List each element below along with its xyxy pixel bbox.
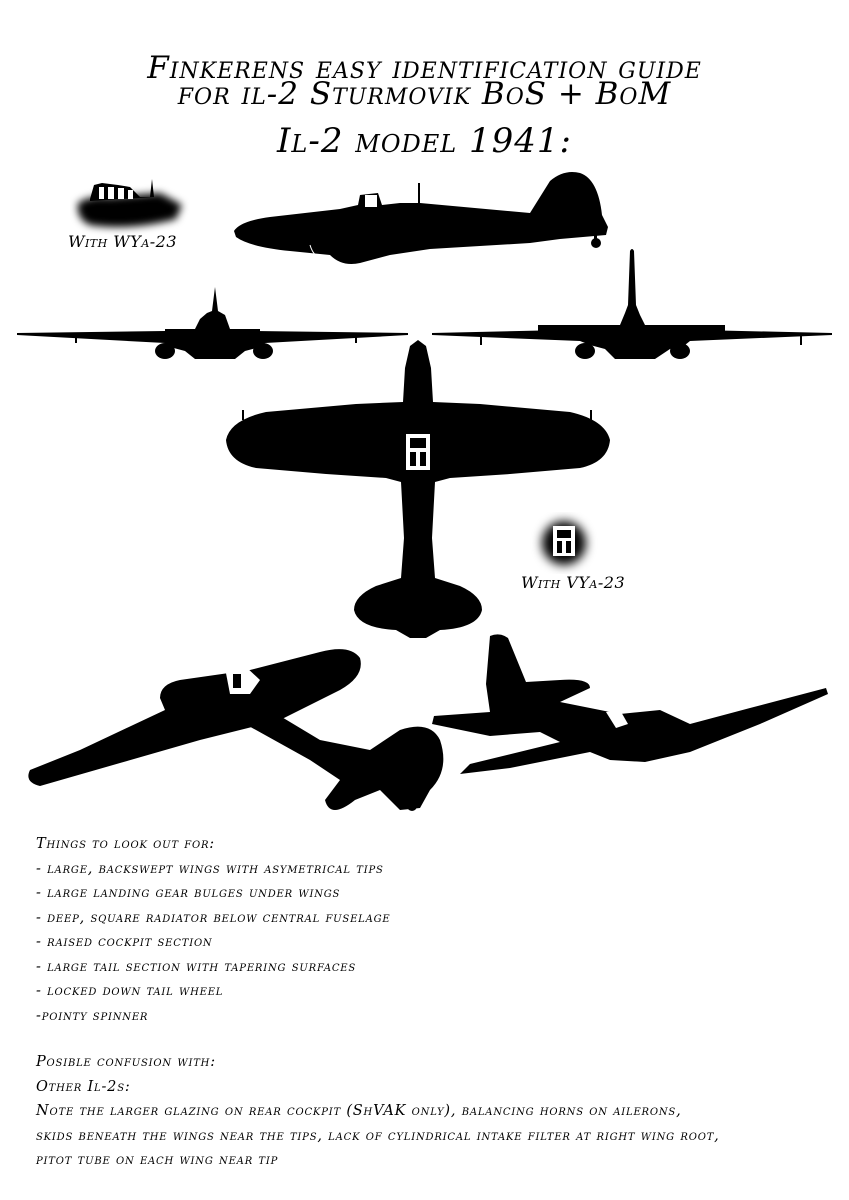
guide-title-line1: Finkerens easy identification guide bbox=[147, 50, 702, 86]
lookout-item: - large, backswept wings with asymetrical tips bbox=[36, 860, 384, 877]
confusion-subheading: Other Il-2s: bbox=[36, 1078, 131, 1095]
lookout-item: - locked down tail wheel bbox=[36, 983, 224, 999]
caption-vya-23: With VYa-23 bbox=[521, 573, 626, 592]
lookout-heading: Things to look out for: bbox=[36, 836, 215, 852]
guide-title-line2: for il-2 Sturmovik BoS + BoM bbox=[177, 76, 672, 112]
confusion-line: pitot tube on each wing near tip bbox=[36, 1152, 279, 1168]
lookout-item: - large landing gear bulges under wings bbox=[36, 885, 341, 901]
lookout-item: - deep, square radiator below central fuselage bbox=[36, 909, 391, 926]
confusion-line: Note the larger glazing on rear cockpit (ShVAK only), balancing horns on ailerons, bbox=[36, 1103, 682, 1119]
caption-wya-23: With WYa-23 bbox=[68, 232, 178, 251]
lookout-item: - raised cockpit section bbox=[36, 934, 213, 950]
wya-23-cockpit-silhouette bbox=[70, 175, 190, 237]
perspective-view-right-silhouette bbox=[430, 632, 830, 782]
top-view-silhouette bbox=[220, 338, 615, 643]
vya-23-cockpit-silhouette bbox=[528, 512, 600, 574]
confusion-line: skids beneath the wings near the tips, lack of cylindrical intake filter at right wing root, bbox=[36, 1127, 720, 1144]
lookout-item: -pointy spinner bbox=[36, 1007, 149, 1024]
spacer bbox=[36, 1028, 836, 1050]
lookout-item: - large tail section with tapering surfaces bbox=[36, 958, 357, 975]
notes-section bbox=[36, 832, 836, 1173]
perspective-view-left-silhouette bbox=[20, 640, 450, 825]
model-heading: Il-2 model 1941: bbox=[276, 121, 573, 161]
confusion-heading: Posible confusion with: bbox=[36, 1054, 216, 1070]
